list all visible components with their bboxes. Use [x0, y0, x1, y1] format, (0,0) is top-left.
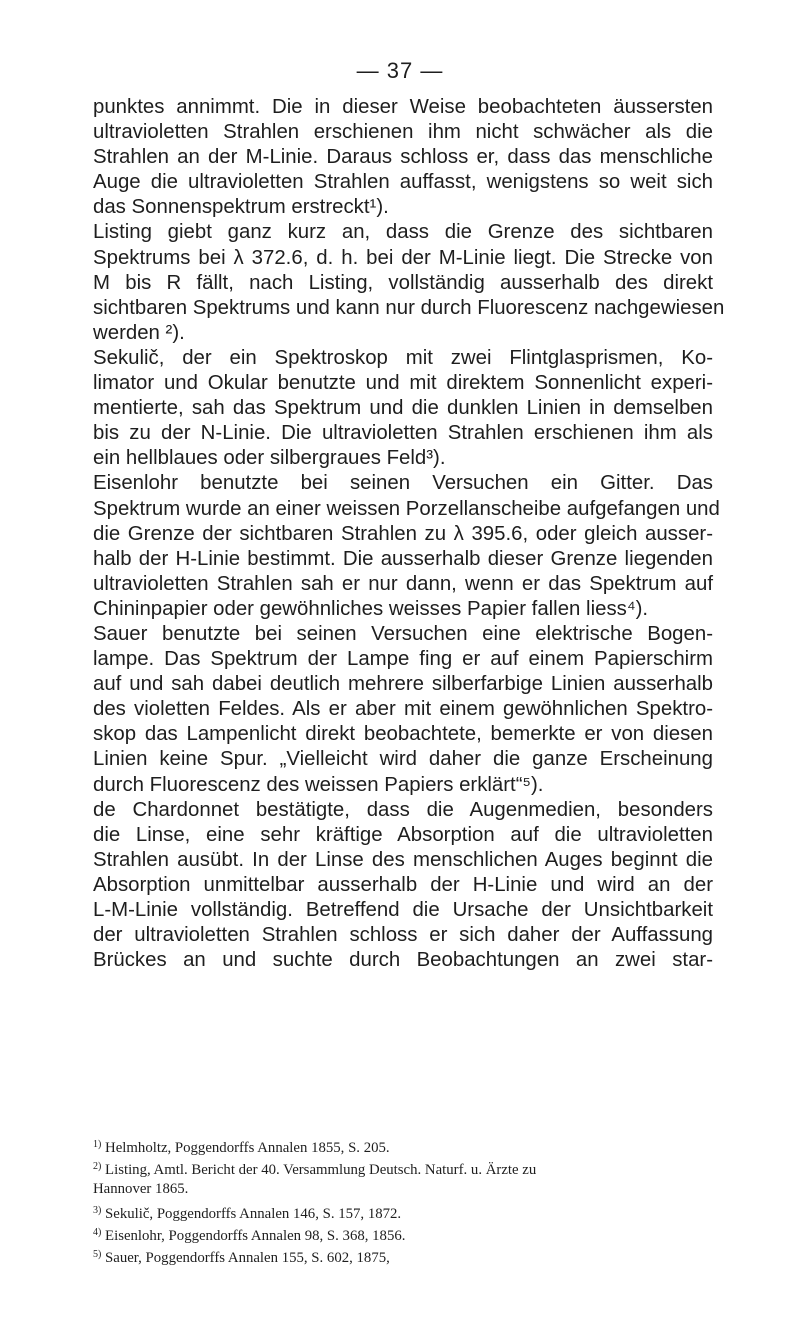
footnote [93, 1222, 713, 1244]
text-line: halb der H-Linie bestimmt. Die ausserhalb dieser Grenze liegenden [93, 547, 713, 570]
text-line: Strahlen an der M-Linie. Daraus schloss er, dass das menschliche [93, 146, 713, 169]
footnote-text: Listing, Amtl. Bericht der 40. Versammlung Deutsch. Naturf. u. Ärzte zu [105, 1162, 537, 1178]
text-line: auf und sah dabei deutlich mehrere silberfarbige Linien ausserhalb [93, 673, 713, 696]
footnote [93, 1244, 713, 1266]
text-line: das Sonnenspektrum erstreckt¹). [93, 196, 389, 219]
footnote-mark: 2) [93, 1161, 102, 1172]
text-line: Spektrums bei λ 372.6, d. h. bei der M-Linie liegt. Die Strecke von [93, 246, 713, 269]
text-line: punktes annimmt. Die in dieser Weise beobachteten äussersten [93, 96, 713, 118]
text-line: Linien keine Spur. „Vielleicht wird daher die ganze Erscheinung [93, 748, 713, 771]
footnote-text: Sauer, Poggendorffs Annalen 155, S. 602, 1875, [105, 1250, 390, 1266]
text-line: die Grenze der sichtbaren Strahlen zu λ 395.6, oder gleich ausser- [93, 522, 713, 545]
page-number: — 37 — [356, 58, 444, 83]
text-line: Sekulič, der ein Spektroskop mit zwei Flintglasprismen, Ko- [93, 346, 713, 369]
text-line: Sauer benutzte bei seinen Versuchen eine elektrische Bogen- [93, 622, 713, 645]
text-line: L-M-Linie vollständig. Betreffend die Ursache der Unsichtbarkeit [93, 899, 713, 921]
text-line: der ultravioletten Strahlen schloss er sich daher der Auffassung [93, 924, 713, 947]
text-line: Spektrum wurde an einer weissen Porzellanscheibe aufgefangen und [93, 497, 720, 520]
text-line: Eisenlohr benutzte bei seinen Versuchen ein Gitter. Das [93, 472, 713, 495]
text-line: de Chardonnet bestätigte, dass die Augenmedien, besonders [93, 798, 713, 821]
text-line: des violetten Feldes. Als er aber mit einem gewöhnlichen Spektro- [93, 698, 713, 721]
text-line: Chininpapier oder gewöhnliches weisses Papier fallen liess⁴). [93, 597, 649, 620]
footnote-continuation [93, 1178, 713, 1200]
footnote-text: Sekulič, Poggendorffs Annalen 146, S. 157, 1872. [105, 1206, 402, 1222]
text-line: skop das Lampenlicht direkt beobachtete, bemerkte er von diesen [93, 723, 713, 746]
footnote-mark: 5) [93, 1249, 102, 1260]
footnote-mark: 3) [93, 1205, 102, 1216]
footnote-mark: 1) [93, 1139, 102, 1150]
footnote-mark: 4) [93, 1227, 102, 1238]
text-line: durch Fluorescenz des weissen Papiers erklärt“⁵). [93, 773, 544, 796]
footnote-text: Helmholtz, Poggendorffs Annalen 1855, S. 205. [105, 1140, 390, 1156]
text-line: ein hellblaues oder silbergraues Feld³). [93, 447, 446, 470]
text-line: Strahlen ausübt. In der Linse des menschlichen Auges beginnt die [93, 848, 713, 871]
footnote [93, 1156, 713, 1178]
text-line: bis zu der N-Linie. Die ultravioletten Strahlen erschienen ihm als [93, 422, 713, 445]
text-line: M bis R fällt, nach Listing, vollständig ausserhalb des direkt [93, 271, 713, 294]
text-line: werden ²). [93, 321, 185, 344]
text-line: Absorption unmittelbar ausserhalb der H-Linie und wird an der [93, 873, 713, 896]
footnote-text: Hannover 1865. [93, 1181, 189, 1197]
footnote [93, 1134, 713, 1156]
text-line: ultravioletten Strahlen erschienen ihm nicht schwächer als die [93, 121, 713, 144]
text-line: lampe. Das Spektrum der Lampe fing er auf einem Papierschirm [93, 648, 713, 671]
text-line: sichtbaren Spektrums und kann nur durch Fluorescenz nachgewiesen [93, 296, 725, 319]
text-line: limator und Okular benutzte und mit direktem Sonnenlicht experi- [93, 372, 713, 395]
text-line: Listing giebt ganz kurz an, dass die Grenze des sichtbaren [93, 221, 713, 244]
text-line: die Linse, eine sehr kräftige Absorption auf die ultravioletten [93, 823, 713, 846]
footnote-text: Eisenlohr, Poggendorffs Annalen 98, S. 368, 1856. [105, 1228, 406, 1244]
text-line: ultravioletten Strahlen sah er nur dann, wenn er das Spektrum auf [93, 572, 713, 595]
footnotes [93, 1134, 713, 1266]
body-text [93, 95, 725, 973]
text-line: mentierte, sah das Spektrum und die dunklen Linien in demselben [93, 397, 713, 420]
text-line: Auge die ultravioletten Strahlen auffasst, wenigstens so weit sich [93, 171, 713, 194]
text-line: Brückes an und suchte durch Beobachtungen an zwei star- [93, 949, 713, 972]
footnote [93, 1200, 713, 1222]
